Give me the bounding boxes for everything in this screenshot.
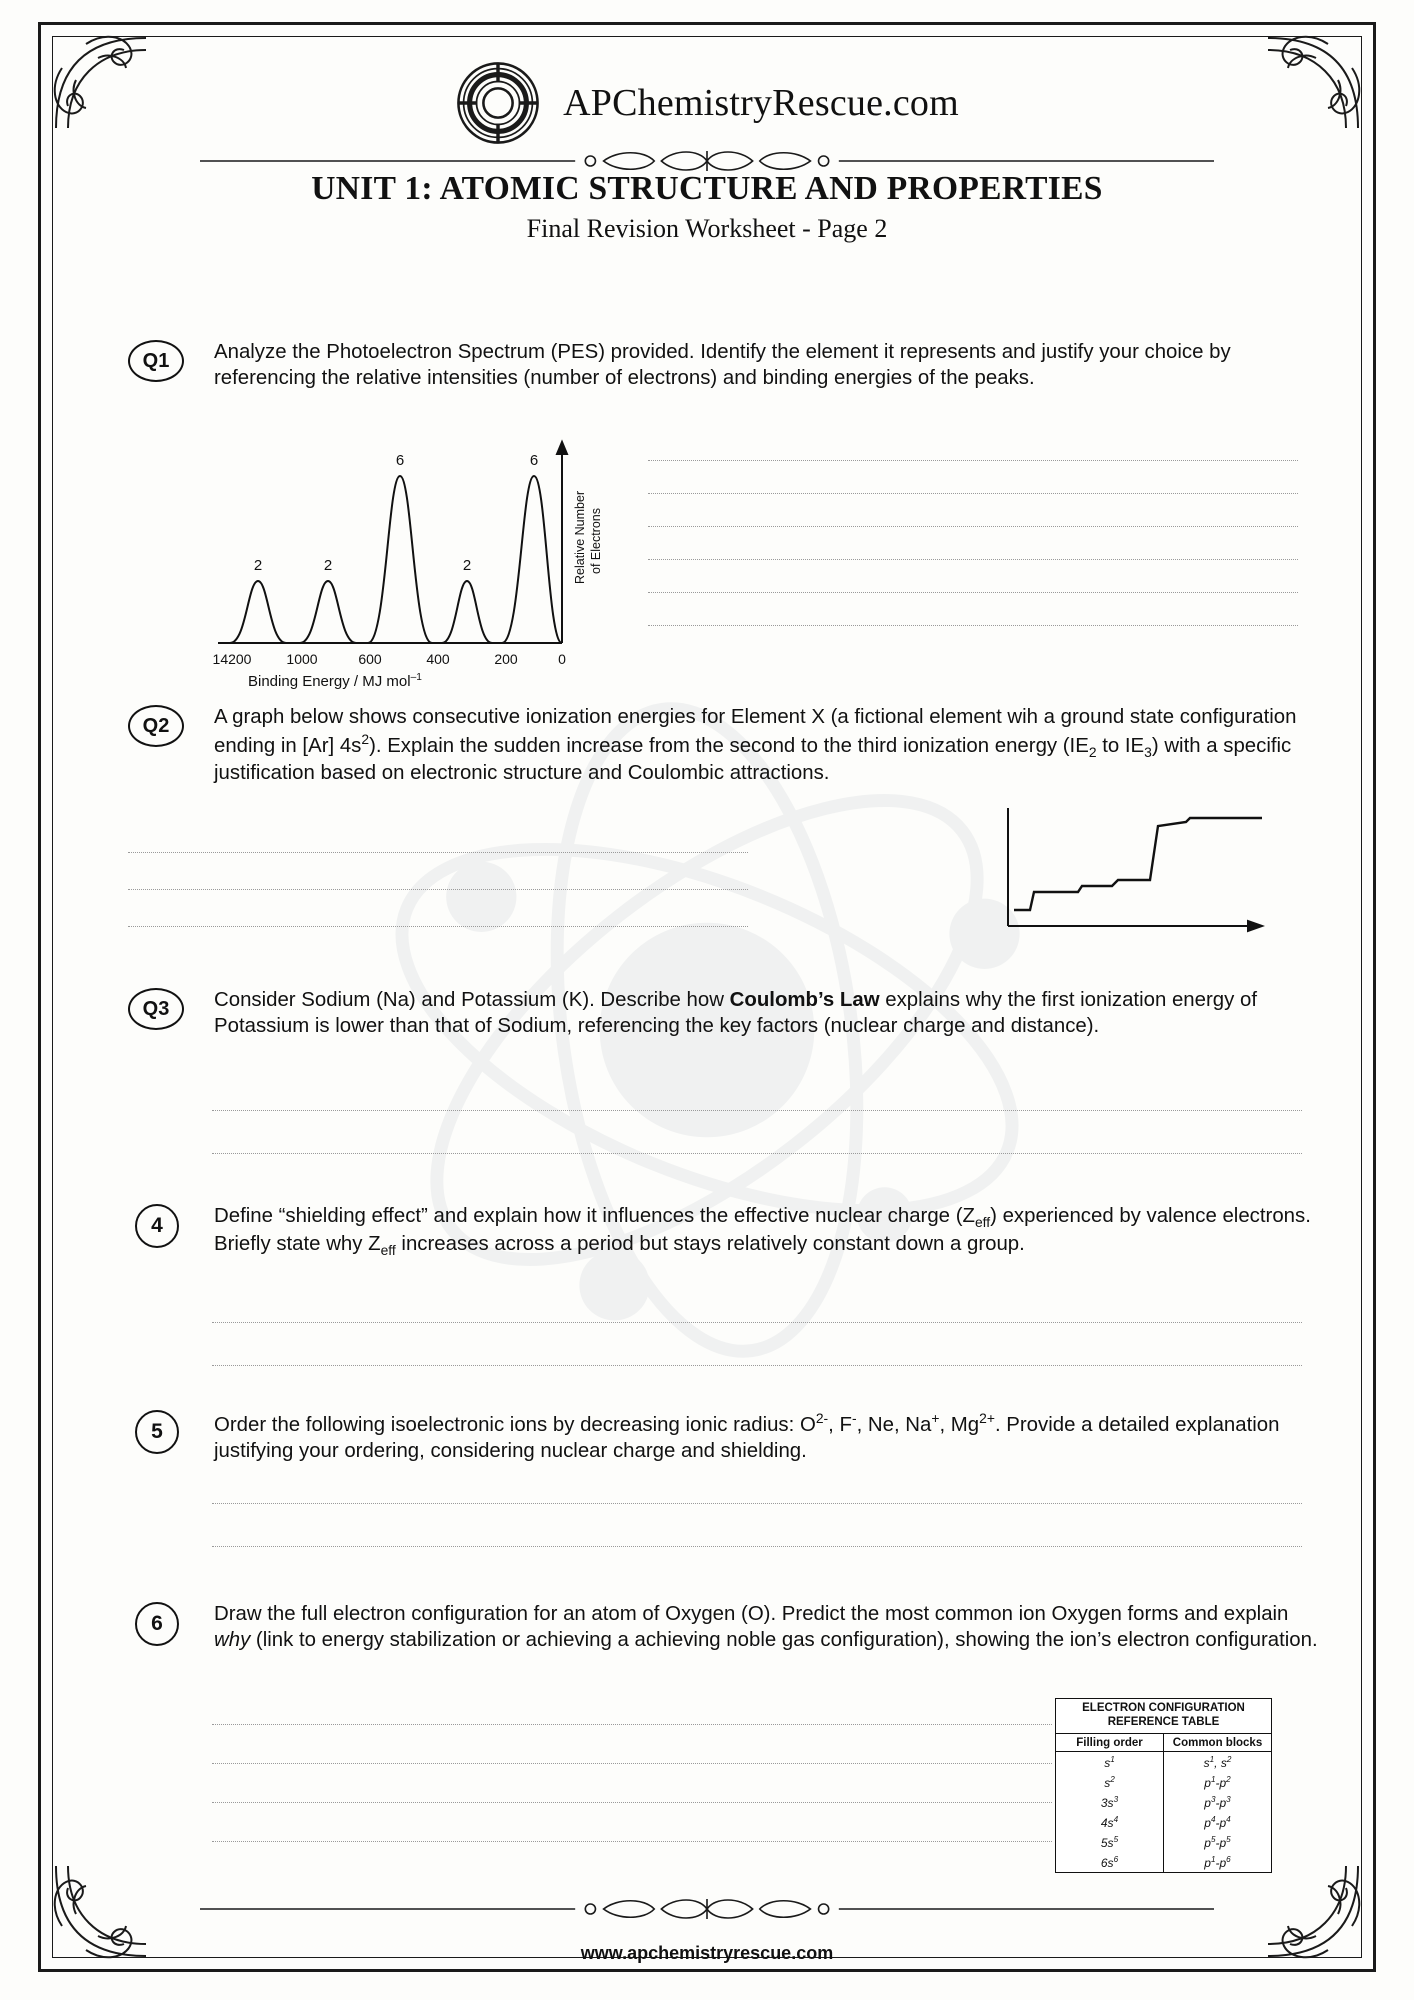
pes-chart (210, 438, 610, 673)
question-2 (128, 705, 1318, 787)
divider-ornament-bottom (200, 1896, 1214, 1922)
cell-filling-order: $s^2$ (1056, 1772, 1164, 1792)
cell-common-blocks: $p^3-p^3$ (1204, 1794, 1231, 1810)
svg-text:of Electrons: of Electrons (589, 507, 603, 574)
question-number-badge: Q2 (128, 705, 184, 747)
ionization-energy-chart (1000, 800, 1268, 945)
svg-text:1000: 1000 (286, 651, 318, 667)
table-row (1056, 1812, 1271, 1832)
svg-text:2: 2 (462, 557, 472, 574)
svg-text:600: 600 (358, 651, 382, 667)
svg-text:400: 400 (426, 651, 450, 667)
question-2-text: A graph below shows consecutive ionization energies for Element X (a fictional element wih a ground state configuration ending in [Ar] $4s^2$). Explain the sudden increase from the second to the third ionization energy ($IE_2$ to $IE_3$) with a specific justification based on electronic structure and Coulombic attractions. (214, 706, 1297, 785)
cell-common-blocks: $p^4-p^4$ (1204, 1814, 1231, 1830)
question-4 (128, 1204, 1318, 1259)
site-header (80, 48, 1334, 158)
table-row (1056, 1752, 1271, 1772)
page-subtitle: Final Revision Worksheet - Page 2 (526, 214, 888, 243)
cell-common-blocks: $p^5-p^5$ (1204, 1834, 1231, 1850)
cell-filling-order: $5s^5$ (1056, 1832, 1164, 1852)
cell-filling-order: $6s^6$ (1056, 1852, 1164, 1872)
svg-text:6: 6 (529, 452, 539, 469)
question-number-badge: Q1 (128, 340, 184, 382)
site-title: APChemistryRescue.com (563, 82, 959, 124)
cell-filling-order: $3s^3$ (1056, 1792, 1164, 1812)
svg-text:0: 0 (558, 651, 566, 667)
table-row (1056, 1852, 1271, 1872)
answer-lines-q5[interactable] (212, 1503, 1302, 1547)
pes-x-axis-label: Binding Energy / MJ mol$^{-1}$ (248, 672, 422, 690)
answer-lines-q1[interactable] (648, 460, 1298, 626)
cell-common-blocks: $p^1-p^6$ (1204, 1854, 1231, 1870)
table-row (1056, 1772, 1271, 1792)
answer-lines-q3[interactable] (212, 1110, 1302, 1154)
question-1-text: Analyze the Photoelectron Spectrum (PES) provided. Identify the element it represents and justify your choice by referencing the relative intensities (number of electrons) and binding energies of the peaks. (214, 341, 1231, 389)
question-number-badge: Q3 (128, 988, 184, 1030)
question-6-text: Draw the full electron configuration for an atom of Oxygen (O). Predict the most common ion Oxygen forms and explain why (link to energy stabilization or achieving a achieving noble gas configuration), showing the ion’s electron configuration. (214, 1603, 1318, 1651)
reference-table-header-row (1056, 1734, 1271, 1752)
question-5-text: Order the following isoelectronic ions by decreasing ionic radius: $O^{2-}$, F-, Ne, Na+, $Mg^{2+}$. Provide a detailed explanation justifying your ordering, considering nuclear charge and shielding. (214, 1410, 1280, 1462)
svg-text:2: 2 (323, 557, 333, 574)
footer-url[interactable]: www.apchemistryrescue.com (580, 1943, 834, 1963)
svg-text:200: 200 (494, 651, 518, 667)
svg-text:6: 6 (395, 452, 405, 469)
question-4-text: Define “shielding effect” and explain how it influences the effective nuclear charge $(Z_{eff})$ experienced by valence electrons. Briefly state why $Z_{eff}$ increases across a period but stays relatively constant down a group. (214, 1205, 1311, 1258)
question-number-badge: 5 (135, 1410, 179, 1454)
table-row (1056, 1792, 1271, 1812)
reference-table-title (1056, 1699, 1271, 1734)
answer-lines-q4[interactable] (212, 1322, 1302, 1366)
cell-common-blocks: $p^1-p^2$ (1204, 1774, 1231, 1790)
cell-filling-order: $4s^4$ (1056, 1812, 1164, 1832)
page-title: UNIT 1: ATOMIC STRUCTURE AND PROPERTIES (311, 170, 1103, 207)
question-3-text: Consider Sodium (Na) and Potassium (K). Describe how Coulomb’s Law explains why the first ionization energy of Potassium is lower than that of Sodium, referencing the key factors (nuclear charge and distance). (214, 989, 1257, 1037)
electron-configuration-reference-table (1055, 1698, 1272, 1873)
question-number-badge: 4 (135, 1204, 179, 1248)
column-header-common-blocks: Common blocks (1172, 1736, 1263, 1749)
reference-table-title-line2: REFERENCE TABLE (1107, 1715, 1220, 1728)
answer-lines-q6[interactable] (212, 1724, 1052, 1842)
lifebuoy-icon (455, 60, 541, 146)
question-1 (128, 340, 1318, 392)
svg-text:2: 2 (253, 557, 263, 574)
cell-filling-order: $s^1$ (1056, 1752, 1164, 1772)
answer-lines-q2[interactable] (128, 852, 748, 927)
table-row (1056, 1832, 1271, 1852)
question-3 (128, 988, 1318, 1040)
question-number-badge: 6 (135, 1602, 179, 1646)
svg-text:14200: 14200 (212, 651, 252, 667)
column-header-filling-order: Filling order (1056, 1734, 1164, 1751)
svg-text:Relative Number: Relative Number (573, 490, 587, 584)
question-5 (128, 1410, 1318, 1465)
cell-common-blocks: $s^1$, $s^2$ (1203, 1754, 1232, 1770)
question-6 (128, 1602, 1318, 1654)
reference-table-title-line1: ELECTRON CONFIGURATION (1082, 1702, 1245, 1714)
